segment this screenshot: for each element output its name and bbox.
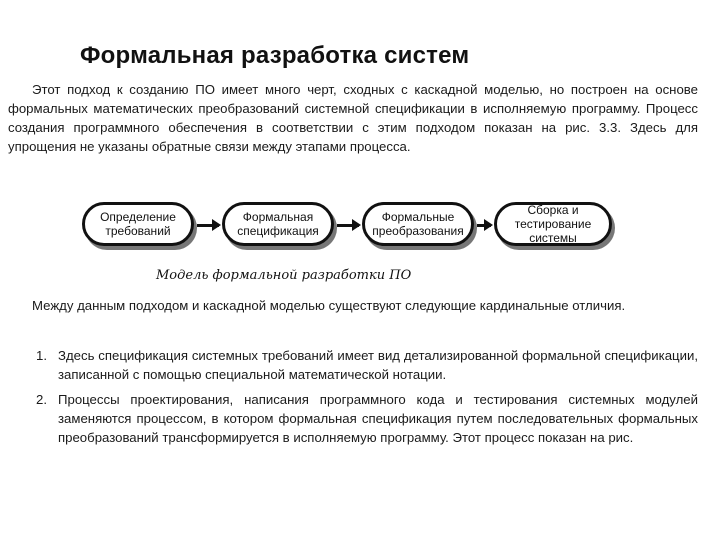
diagram-caption: Модель формальной разработки ПО: [156, 268, 412, 283]
list-item: [8, 346, 698, 384]
list-item-number: 1.: [36, 348, 47, 363]
arrow-icon: [337, 224, 359, 227]
node-formal-transformations: Формальные преобразования: [362, 202, 474, 246]
list-item-number: 2.: [36, 392, 47, 407]
list-item-text: Здесь спецификация системных требований имеет вид детализированной формальной спецификации, записанной с помощью специальной математической нотации.: [58, 348, 698, 382]
list-item-text: Процессы проектирования, написания программного кода и тестирования системных модулей заменяются процессом, в котором формальная спецификация путем последовательных формальных преобразований трансформируется в исполняемую программу. Этот процесс показан на рис.: [58, 392, 698, 445]
intro-paragraph: Этот подход к созданию ПО имеет много черт, сходных с каскадной моделью, но построен на основе формальных математических преобразований системной спецификации в исполняемую программу. Процесс создания программного обеспечения в соответствии с этим подходом показан на рис. 3.3. Здесь для упрощения не указаны обратные связи между этапами процесса.: [8, 82, 698, 154]
differences-list: [8, 346, 698, 453]
node-formal-specification: Формальная спецификация: [222, 202, 334, 246]
process-diagram: [82, 200, 642, 258]
arrow-icon: [477, 224, 491, 227]
section-title: Формальная разработка систем: [80, 42, 470, 69]
arrow-icon: [197, 224, 219, 227]
differences-paragraph: Между данным подходом и каскадной моделью существуют следующие кардинальные отличия.: [32, 298, 626, 313]
node-integration-testing: Сборка и тестирование системы: [494, 202, 612, 246]
node-requirements-definition: Определение требований: [82, 202, 194, 246]
list-item: [8, 390, 698, 447]
